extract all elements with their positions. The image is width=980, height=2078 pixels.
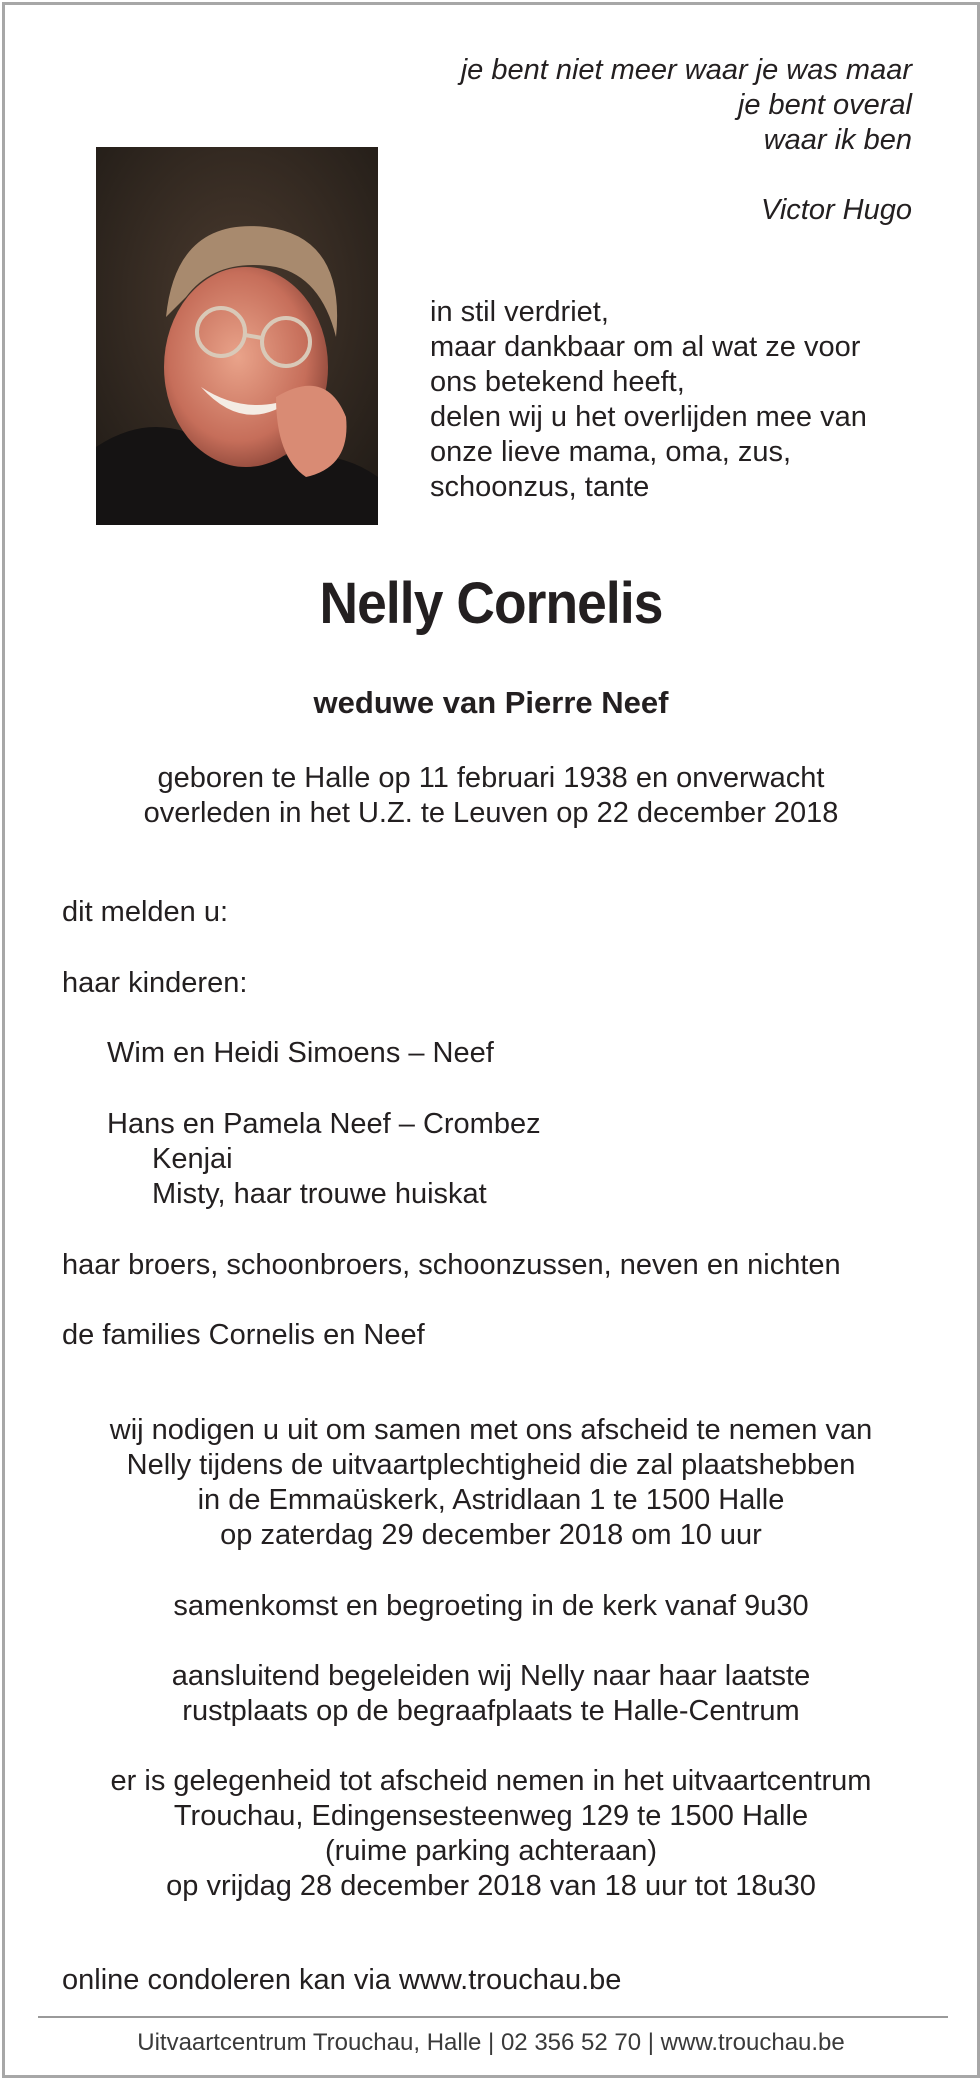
burial-line: aansluitend begeleiden wij Nelly naar haar laatste <box>171 1660 811 1692</box>
grandchild-entry: Kenjai <box>152 1143 233 1175</box>
quote-line: waar ik ben <box>763 124 912 156</box>
gathering-text: samenkomst en begroeting in de kerk vanaf 9u30 <box>173 1590 809 1622</box>
quote <box>461 53 912 228</box>
viewing-line: op vrijdag 28 december 2018 van 18 uur tot 18u30 <box>166 1870 816 1902</box>
life-dates <box>5 761 977 831</box>
intro-line: maar dankbaar om al wat ze voor <box>430 331 861 363</box>
quote-line: je bent niet meer waar je was maar <box>460 54 912 86</box>
intro-line: onze lieve mama, oma, zus, <box>430 436 792 468</box>
ceremony-invitation <box>5 1413 977 1553</box>
deceased-name: Nelly Cornelis <box>319 571 663 636</box>
children-header: haar kinderen: <box>62 967 248 999</box>
viewing-line: (ruime parking achteraan) <box>324 1835 658 1867</box>
invitation-line: in de Emmaüskerk, Astridlaan 1 te 1500 Halle <box>197 1484 785 1516</box>
intro-line: schoonzus, tante <box>430 471 650 503</box>
intro-line: ons betekend heeft, <box>430 366 685 398</box>
pet-entry: Misty, haar trouwe huiskat <box>152 1178 487 1210</box>
dates-line: geboren te Halle op 11 februari 1938 en onverwacht <box>157 762 825 794</box>
obituary-card <box>2 2 980 2078</box>
quote-author: Victor Hugo <box>761 194 912 226</box>
condolence-line: online condoleren kan via www.trouchau.be <box>62 1964 622 1996</box>
invitation-line: op zaterdag 29 december 2018 om 10 uur <box>220 1519 762 1551</box>
gathering-line <box>5 1589 977 1624</box>
portrait-photo <box>96 147 378 525</box>
invitation-line: wij nodigen u uit om samen met ons afscheid te nemen van <box>109 1414 873 1446</box>
announcement-text <box>430 295 867 505</box>
footer-divider <box>38 2016 948 2018</box>
dates-line: overleden in het U.Z. te Leuven op 22 december 2018 <box>143 797 839 829</box>
viewing-line: Trouchau, Edingensesteenweg 129 te 1500 Halle <box>173 1800 809 1832</box>
child-entry: Hans en Pamela Neef – Crombez <box>107 1108 541 1140</box>
quote-line: je bent overal <box>737 89 912 121</box>
intro-line: delen wij u het overlijden mee van <box>430 401 867 433</box>
siblings-line: haar broers, schoonbroers, schoonzussen, neven en nichten <box>62 1249 841 1281</box>
announce-line: dit melden u: <box>62 896 229 928</box>
viewing-info <box>5 1764 977 1904</box>
footer-contact: Uitvaartcentrum Trouchau, Halle | 02 356 52 70 | www.trouchau.be <box>137 2029 845 2056</box>
families-line: de families Cornelis en Neef <box>62 1319 425 1351</box>
widow-of: weduwe van Pierre Neef <box>313 685 669 720</box>
viewing-line: er is gelegenheid tot afscheid nemen in het uitvaartcentrum <box>110 1765 872 1797</box>
invitation-line: Nelly tijdens de uitvaartplechtigheid die zal plaatshebben <box>126 1449 856 1481</box>
burial-info <box>5 1659 977 1729</box>
burial-line: rustplaats op de begraafplaats te Halle-Centrum <box>182 1695 800 1727</box>
intro-line: in stil verdriet, <box>430 296 609 328</box>
child-entry: Wim en Heidi Simoens – Neef <box>107 1037 494 1069</box>
